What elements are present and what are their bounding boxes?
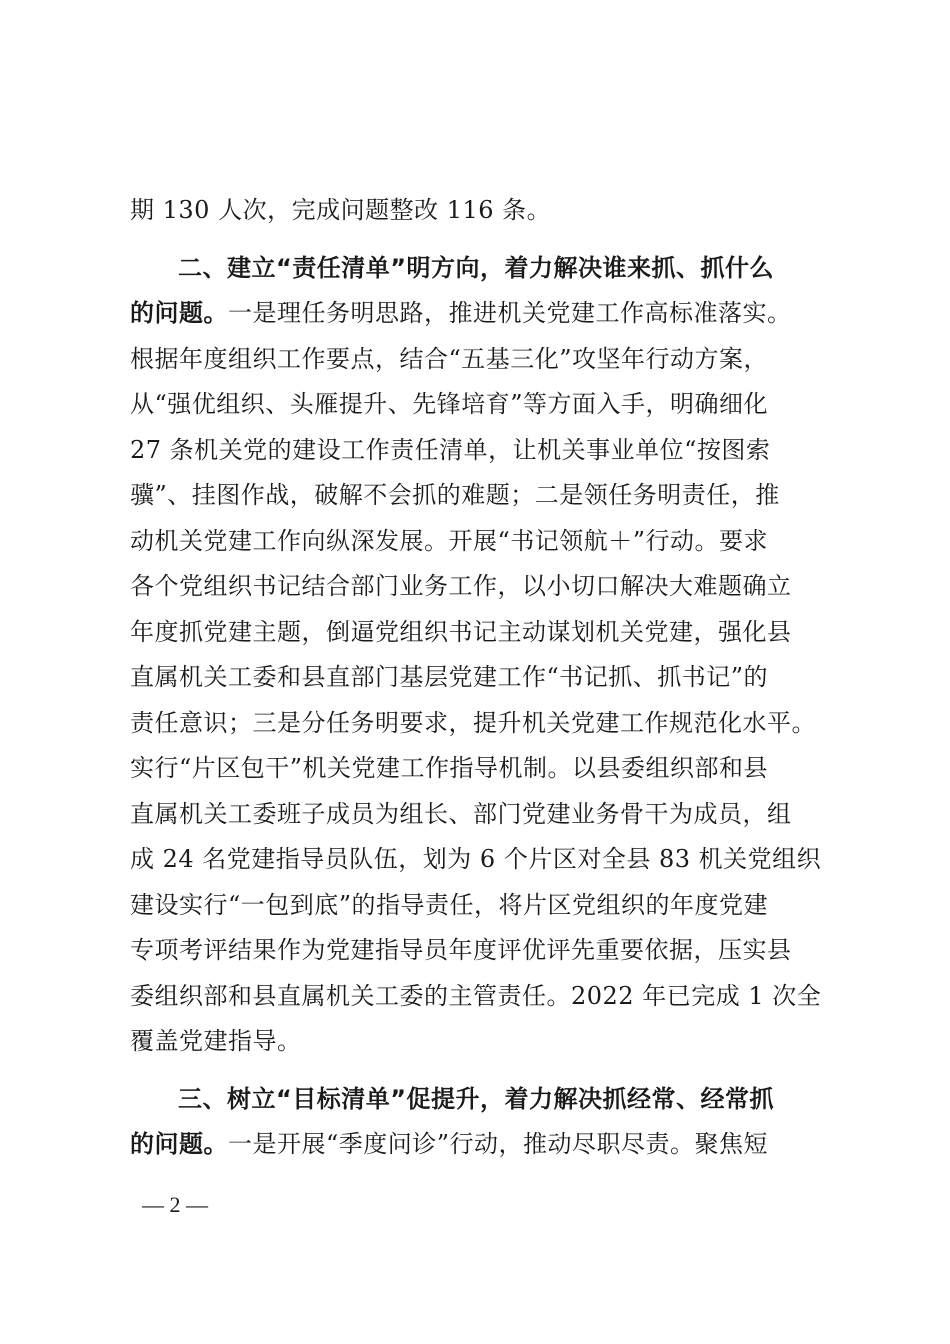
section-heading-2-cont: 的问题。: [130, 299, 228, 327]
paragraph-line: [130, 291, 820, 337]
section-heading-3: 三、树立“目标清单”促提升，着力解决抓经常、经常抓: [178, 1084, 775, 1113]
paragraph-line: 直属机关工委班子成员为组长、部门党建业务骨干为成员，组: [130, 799, 792, 828]
paragraph-line: 年度抓党建主题，倒逼党组织书记主动谋划机关党建，强化县: [130, 617, 792, 646]
paragraph-line: 骥”、挂图作战，破解不会抓的难题；二是领任务明责任，推: [130, 481, 780, 509]
paragraph-line: 27 条机关党的建设工作责任清单，让机关事业单位“按图索: [130, 435, 771, 464]
paragraph-line: 专项考评结果作为党建指导员年度评优评先重要依据，压实县: [130, 936, 792, 964]
document-body: [130, 188, 820, 1168]
paragraph-line: 成 24 名党建指导员队伍，划为 6 个片区对全县 83 机关党组织: [130, 845, 822, 873]
paragraph-line: 委组织部和县直属机关工委的主管责任。2022 年已完成 1 次全: [130, 981, 822, 1010]
paragraph-gap: [130, 234, 820, 246]
paragraph-line: 责任意识；三是分任务明要求，提升机关党建工作规范化水平。: [130, 708, 816, 737]
paragraph-line: 实行“片区包干”机关党建工作指导机制。以县委组织部和县: [130, 754, 769, 782]
paragraph-text: 一是理任务明思路，推进机关党建工作高标准落实。: [228, 299, 792, 327]
paragraph-line: 根据年度组织工作要点，结合“五基三化”攻坚年行动方案，: [130, 344, 769, 373]
paragraph-line: 期 130 人次，完成问题整改 116 条。: [130, 196, 552, 224]
page-number: — 2 —: [142, 1192, 208, 1217]
paragraph-line: 各个党组织书记结合部门业务工作，以小切口解决大难题确立: [130, 572, 792, 600]
paragraph-line: 从“强优组织、头雁提升、先锋培育”等方面入手，明确细化: [130, 390, 769, 418]
section-heading-3-cont: 的问题。: [130, 1130, 228, 1158]
paragraph-line: 动机关党建工作向纵深发展。开展“书记领航＋”行动。要求: [130, 526, 769, 555]
paragraph-line: [130, 1122, 820, 1168]
paragraph-line: 直属机关工委和县直部门基层党建工作“书记抓、抓书记”的: [130, 663, 769, 691]
paragraph-line: 覆盖党建指导。: [130, 1027, 302, 1055]
paragraph-gap: [130, 1065, 820, 1077]
paragraph-line: 建设实行“一包到底”的指导责任，将片区党组织的年度党建: [130, 890, 769, 919]
paragraph-text: 一是开展“季度问诊”行动，推动尽职尽责。聚焦短: [228, 1130, 769, 1158]
section-heading-2: 二、建立“责任清单”明方向，着力解决谁来抓、抓什么: [178, 253, 775, 282]
